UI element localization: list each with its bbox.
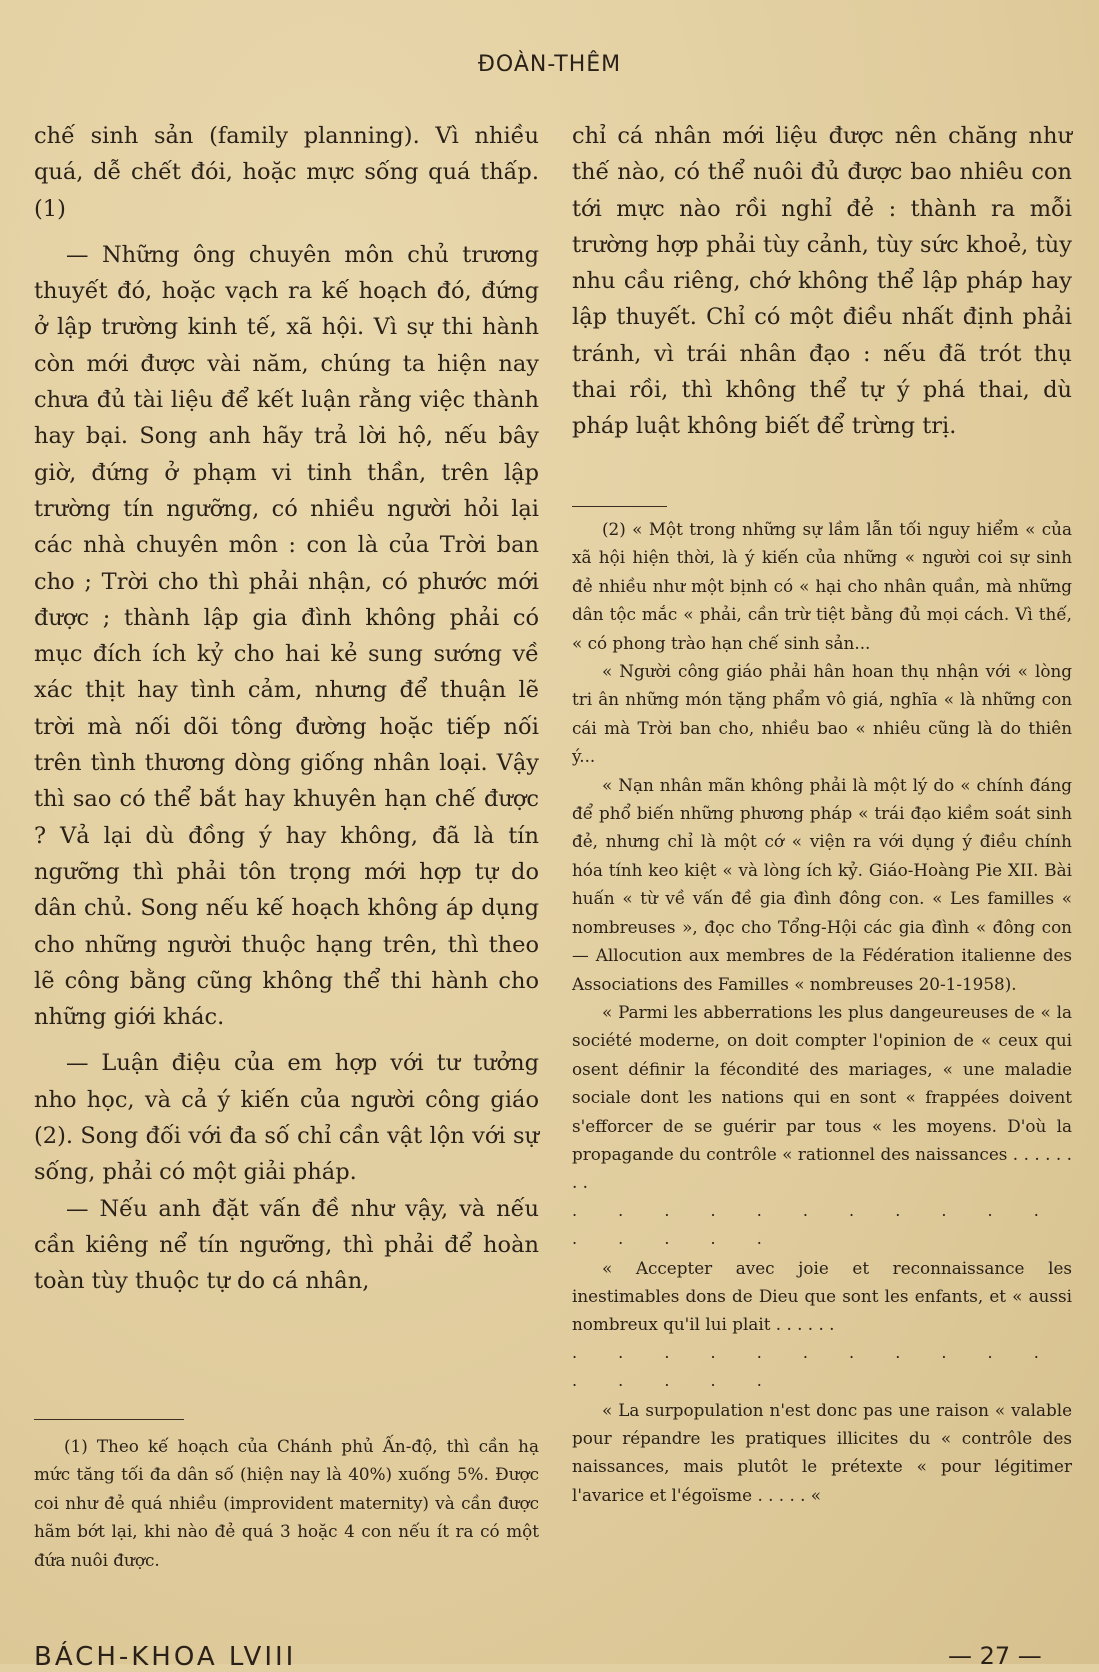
journal-footer: BÁCH-KHOA LVIII bbox=[34, 1642, 297, 1672]
paragraph: — Nếu anh đặt vấn đề như vậy, và nếu cần kiêng nể tín ngưỡng, thì phải để hoàn toàn tùy thuộc tự do cá nhân, bbox=[34, 1195, 539, 1295]
running-header: ĐOÀN-THÊM bbox=[477, 52, 622, 77]
ellipsis-line: . . . . . . . . . . . . . . . . bbox=[572, 1342, 1057, 1391]
footnote-text: « Accepter avec joie et reconnaissance les inestimables dons de Dieu que sont les enfants, et « aussi nombreux qu'il lui plait . . . . . . bbox=[572, 1257, 1072, 1335]
footnote-text: « Người công giáo phải hân hoan thụ nhận với « lòng tri ân những món tặng phẩm vô giá, nghĩa « là những con cái mà Trời ban cho, nhiều bao « nhiêu cũng là do thiên ý... bbox=[572, 661, 1072, 767]
footnote-text: (2) « Một trong những sự lầm lẫn tối nguy hiểm « của xã hội hiện thời, là ý kiến của những « người coi sự sinh đẻ nhiều như một bịnh có « hại cho nhân quần, mà những dân tộc mắc « phải, cần trừ tiệt bằng đủ mọi cách. Vì thế, « có phong trào hạn chế sinh sản... bbox=[572, 519, 1072, 653]
ellipsis-line: . . . . . . . . . . . . . . . . bbox=[572, 1200, 1057, 1249]
paragraph: — Những ông chuyên môn chủ trương thuyết đó, hoặc vạch ra kế hoạch đó, đứng ở lập trường kinh tế, xã hội. Vì sự thi hành còn mới được vài năm, chúng ta hiện nay chưa đủ tài liệu để kết luận rằng việc thành hay bại. Song anh hãy trả lời hộ, nếu bây giờ, đứng ở phạm vi tinh thần, trên lập trường tín ngưỡng, có nhiều người hỏi lại các nhà chuyên môn : con là của Trời ban cho ; Trời cho thì phải nhận, có phước mới được ; thành lập gia đình không phải có mục đích ích kỷ cho hai kẻ sung sướng về xác thịt hay tình cảm, nhưng để thuận lẽ trời mà nối dõi tông đường hoặc tiếp nối trên tình thương dòng giống nhân loại. Vậy thì sao có thể bắt hay khuyên hạn chế được ? Vả lại dù đồng ý hay không, đã là tín ngưỡng thì phải tôn trọng mới hợp tự do dân chủ. Song nếu kế hoạch không áp dụng cho những người thuộc hạng trên, thì theo lẽ công bằng cũng không thể thi hành cho những giới khác. bbox=[34, 241, 539, 1031]
footnote-divider bbox=[34, 1419, 184, 1420]
page-number: — 27 — bbox=[948, 1642, 1042, 1670]
paragraph: chế sinh sản (family planning). Vì nhiều quá, dễ chết đói, hoặc mực sống quá thấp. (1) bbox=[34, 123, 539, 222]
footnote bbox=[34, 1432, 539, 1574]
footnote-text: « La surpopulation n'est donc pas une raison « valable pour répandre les pratiques illicites du « contrôle des naissances, mais plutôt le prétexte « pour légitimer l'avarice et l'égoïsme . . . . . « bbox=[572, 1399, 1072, 1505]
left-column bbox=[34, 118, 539, 1300]
footnote-text: « Parmi les abberrations les plus dangeureuses de « la société moderne, on doit compter l'opinion de « ceux qui osent définir la fécondité des mariages, « une maladie sociale dont les nations qui en sont « frappées doivent s'efforcer de se guérir par tous « les moyens. D'où la propagande du contrôle « rationnel des naissances . . . . . . . . bbox=[572, 1001, 1072, 1193]
footnote-text: (1) Theo kế hoạch của Chánh phủ Ấn-độ, thì cần hạ mức tăng tối đa dân số (hiện nay là 40%) xuống 5%. Được coi như đẻ quá nhiều (improvident maternity) và cần được hãm bớt lại, khi nào đẻ quá 3 hoặc 4 con nếu ít ra có một đứa nuôi được. bbox=[34, 1436, 539, 1570]
footnote-divider bbox=[572, 506, 667, 507]
footnote-text: « Nạn nhân mãn không phải là một lý do « chính đáng để phổ biến những phương pháp « trái đạo kiềm soát sinh đẻ, nhưng chỉ là một cớ « viện ra với dụng ý điều chính hóa tính keo kiệt « và lòng ích kỷ. Giáo-Hoàng Pie XII. Bài huấn « từ về vấn đề gia đình đông con. « Les familles « nombreuses », đọc cho Tổng-Hội các gia đình « đông con — Allocution aux membres de la Fédération italienne des Associations des Familles « nombreuses 20-1-1958). bbox=[572, 774, 1072, 994]
footnote-block bbox=[572, 515, 1072, 1509]
right-column bbox=[572, 118, 1072, 445]
paragraph: chỉ cá nhân mới liệu được nên chăng như thế nào, có thể nuôi đủ được bao nhiêu con tới mực nào rồi nghỉ đẻ : thành ra mỗi trường hợp phải tùy cảnh, tùy sức khoẻ, tùy nhu cầu riêng, chớ không thể lập pháp hay lập thuyết. Chỉ có một điều nhất định phải tránh, vì trái nhân đạo : nếu đã trót thụ thai rồi, thì không thể tự ý phá thai, dù pháp luật không biết để trừng trị. bbox=[572, 123, 1072, 440]
paragraph: — Luận điệu của em hợp với tư tưởng nho học, và cả ý kiến của người công giáo (2). Song đối với đa số chỉ cần vật lộn với sự sống, phải có một giải pháp. bbox=[34, 1050, 539, 1186]
